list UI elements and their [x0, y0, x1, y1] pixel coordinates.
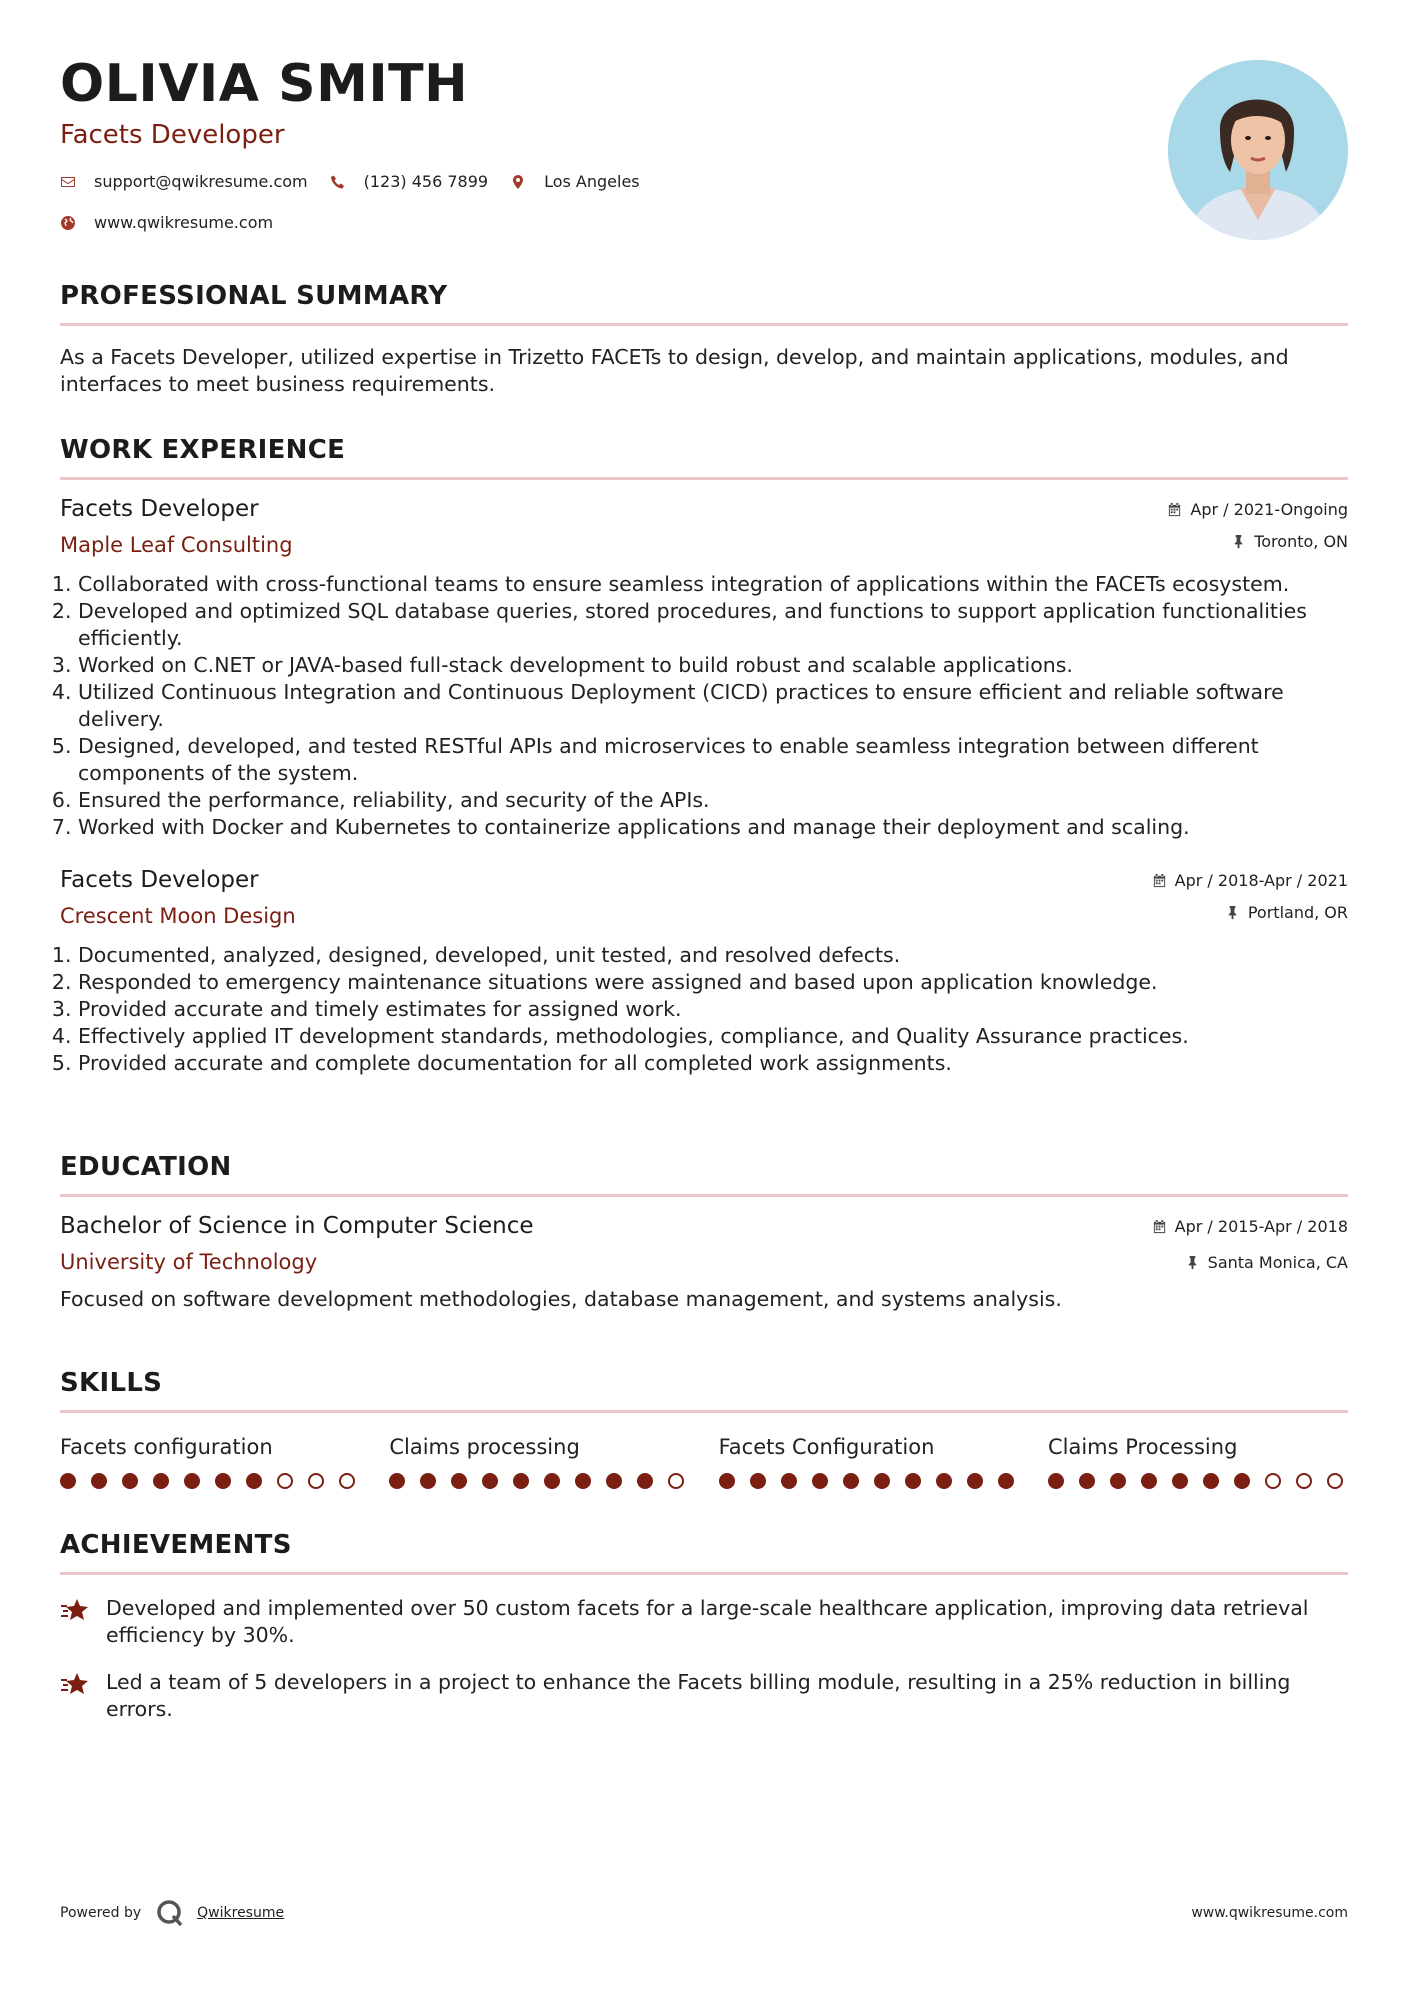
powered-by-text: Powered by [60, 1905, 142, 1921]
skill-item [389, 1435, 689, 1489]
rating-dot-filled [905, 1473, 921, 1489]
contact-phone[interactable] [330, 172, 488, 191]
rating-dot-filled [843, 1473, 859, 1489]
envelope-icon [60, 174, 76, 190]
achievements-section [60, 1530, 1348, 1723]
contact-location [510, 172, 640, 191]
qwikresume-logo-icon [155, 1898, 185, 1928]
pushpin-icon [1231, 534, 1246, 549]
skill-item [1048, 1435, 1348, 1489]
skill-name: Facets Configuration [718, 1435, 935, 1459]
rating-dot-empty [339, 1473, 355, 1489]
skill-item [719, 1435, 1019, 1489]
rating-dot-filled [1048, 1473, 1064, 1489]
section-divider [60, 323, 1348, 326]
rating-dot-filled [60, 1473, 76, 1489]
rating-dot-filled [967, 1473, 983, 1489]
star-award-icon [60, 1671, 90, 1697]
rating-dot-filled [575, 1473, 591, 1489]
job-header [60, 867, 1348, 928]
job-location: Toronto, ON [1254, 532, 1348, 551]
job-bullets [60, 571, 1348, 841]
rating-dot-filled [719, 1473, 735, 1489]
rating-dot-filled [781, 1473, 797, 1489]
rating-dot-filled [606, 1473, 622, 1489]
job-company: Maple Leaf Consulting [60, 533, 293, 557]
job-title: Facets Developer [60, 496, 259, 522]
skill-rating [719, 1473, 1019, 1489]
rating-dot-filled [812, 1473, 828, 1489]
rating-dot-filled [482, 1473, 498, 1489]
rating-dot-filled [153, 1473, 169, 1489]
list-item: 1. Documented, analyzed, designed, developed, unit tested, and resolved defects. [78, 942, 1348, 969]
list-item: 5. Provided accurate and complete documentation for all completed work assignments. [78, 1050, 1348, 1077]
rating-dot-filled [998, 1473, 1014, 1489]
rating-dot-empty [277, 1473, 293, 1489]
rating-dot-filled [513, 1473, 529, 1489]
rating-dot-filled [184, 1473, 200, 1489]
rating-dot-filled [1110, 1473, 1126, 1489]
job-title: Facets Developer [60, 867, 259, 893]
rating-dot-filled [1203, 1473, 1219, 1489]
website-text: www.qwikresume.com [94, 213, 274, 232]
rating-dot-filled [389, 1473, 405, 1489]
powered-by [60, 1898, 284, 1928]
achievements-heading: ACHIEVEMENTS [60, 1530, 292, 1560]
brand-link[interactable]: Qwikresume [197, 1905, 285, 1921]
rating-dot-filled [1141, 1473, 1157, 1489]
contact-row [60, 172, 662, 191]
rating-dot-filled [544, 1473, 560, 1489]
rating-dot-filled [1079, 1473, 1095, 1489]
education-description: Focused on software development methodologies, database management, and systems analysis. [60, 1287, 1062, 1311]
job-location: Portland, OR [1247, 903, 1348, 922]
footer [60, 1898, 1348, 1928]
calendar-icon [1167, 502, 1182, 517]
phone-text: (123) 456 7899 [363, 172, 489, 191]
list-item: 3. Worked on C.NET or JAVA-based full-stack development to build robust and scalable applications. [78, 652, 1348, 679]
rating-dot-filled [246, 1473, 262, 1489]
location-text: Los Angeles [544, 172, 640, 191]
globe-icon [60, 215, 76, 231]
skill-rating [389, 1473, 689, 1489]
list-item: 4. Utilized Continuous Integration and Continuous Deployment (CICD) practices to ensure efficient and reliable software delivery. [78, 679, 1348, 733]
skill-rating [1048, 1473, 1348, 1489]
rating-dot-filled [215, 1473, 231, 1489]
skill-name: Claims processing [389, 1435, 580, 1459]
summary-text: As a Facets Developer, utilized expertise in Trizetto FACETs to design, develop, and maintain applications, modules, and interfaces to meet business requirements. [60, 345, 1289, 396]
achievement-item [60, 1595, 1348, 1649]
rating-dot-filled [420, 1473, 436, 1489]
education-dates: Apr / 2015-Apr / 2018 [1174, 1217, 1348, 1236]
job-dates: Apr / 2018-Apr / 2021 [1174, 871, 1348, 890]
footer-website[interactable]: www.qwikresume.com [1191, 1905, 1348, 1921]
rating-dot-filled [637, 1473, 653, 1489]
experience-section [60, 435, 1348, 1077]
list-item: 1. Collaborated with cross-functional teams to ensure seamless integration of applications within the FACETs ecosystem. [78, 571, 1348, 598]
list-item: 4. Effectively applied IT development standards, methodologies, compliance, and Quality Assurance practices. [78, 1023, 1348, 1050]
email-text: support@qwikresume.com [94, 172, 308, 191]
skill-rating [60, 1473, 360, 1489]
school-name: University of Technology [60, 1250, 318, 1274]
job-meta [1152, 867, 1348, 922]
rating-dot-filled [874, 1473, 890, 1489]
job-bullets [60, 942, 1348, 1077]
achievement-item [60, 1669, 1348, 1723]
education-heading: EDUCATION [60, 1152, 232, 1182]
star-award-icon [60, 1597, 90, 1623]
list-item: 2. Responded to emergency maintenance situations were assigned and based upon application knowledge. [78, 969, 1348, 996]
candidate-name: OLIVIA SMITH [60, 54, 469, 114]
achievement-text: Developed and implemented over 50 custom facets for a large-scale healthcare application, improving data retrieval efficiency by 30%. [106, 1596, 1309, 1647]
rating-dot-empty [1265, 1473, 1281, 1489]
list-item: 6. Ensured the performance, reliability, and security of the APIs. [78, 787, 1348, 814]
rating-dot-filled [91, 1473, 107, 1489]
rating-dot-filled [750, 1473, 766, 1489]
section-divider [60, 477, 1348, 480]
education-meta [1152, 1213, 1348, 1272]
job-header [60, 496, 1348, 557]
profile-photo [1168, 60, 1348, 240]
job-dates: Apr / 2021-Ongoing [1190, 500, 1348, 519]
skills-heading: SKILLS [60, 1368, 163, 1398]
rating-dot-empty [308, 1473, 324, 1489]
achievement-text: Led a team of 5 developers in a project to enhance the Facets billing module, resulting in a 25% reduction in billing errors. [106, 1670, 1291, 1721]
section-divider [60, 1194, 1348, 1197]
rating-dot-empty [668, 1473, 684, 1489]
section-divider [60, 1572, 1348, 1575]
skills-section [60, 1368, 1348, 1489]
job-entry [60, 867, 1348, 1077]
list-item: 7. Worked with Docker and Kubernetes to containerize applications and manage their deployment and scaling. [78, 814, 1348, 841]
map-pin-icon [510, 174, 526, 190]
education-section [60, 1152, 1348, 1313]
skill-item [60, 1435, 360, 1489]
skill-name: Claims Processing [1047, 1435, 1238, 1459]
job-company: Crescent Moon Design [60, 904, 296, 928]
calendar-icon [1152, 1219, 1167, 1234]
pushpin-icon [1185, 1255, 1200, 1270]
contact-row-2 [60, 213, 662, 232]
pushpin-icon [1225, 905, 1240, 920]
job-entry [60, 496, 1348, 841]
job-meta [1167, 496, 1348, 551]
skill-name: Facets configuration [60, 1435, 273, 1459]
summary-section [60, 281, 1348, 398]
education-header [60, 1213, 1348, 1274]
calendar-icon [1152, 873, 1167, 888]
list-item: 2. Developed and optimized SQL database queries, stored procedures, and functions to support application functionalities efficiently. [78, 598, 1348, 652]
profile-photo-illustration [1168, 60, 1348, 240]
education-location: Santa Monica, CA [1207, 1253, 1348, 1272]
resume-header [60, 54, 662, 232]
rating-dot-filled [451, 1473, 467, 1489]
rating-dot-empty [1296, 1473, 1312, 1489]
summary-heading: PROFESSIONAL SUMMARY [60, 281, 448, 311]
rating-dot-empty [1327, 1473, 1343, 1489]
candidate-title: Facets Developer [60, 120, 285, 150]
contact-email[interactable] [60, 172, 308, 191]
degree-title: Bachelor of Science in Computer Science [60, 1213, 534, 1239]
education-entry [60, 1213, 1348, 1313]
contact-website[interactable] [60, 213, 273, 232]
rating-dot-filled [936, 1473, 952, 1489]
phone-icon [330, 174, 346, 190]
section-divider [60, 1410, 1348, 1413]
rating-dot-filled [1234, 1473, 1250, 1489]
rating-dot-filled [1172, 1473, 1188, 1489]
rating-dot-filled [122, 1473, 138, 1489]
list-item: 5. Designed, developed, and tested RESTful APIs and microservices to enable seamless integration between different components of the system. [78, 733, 1348, 787]
skills-grid [60, 1435, 1348, 1489]
experience-heading: WORK EXPERIENCE [60, 435, 346, 465]
list-item: 3. Provided accurate and timely estimates for assigned work. [78, 996, 1348, 1023]
